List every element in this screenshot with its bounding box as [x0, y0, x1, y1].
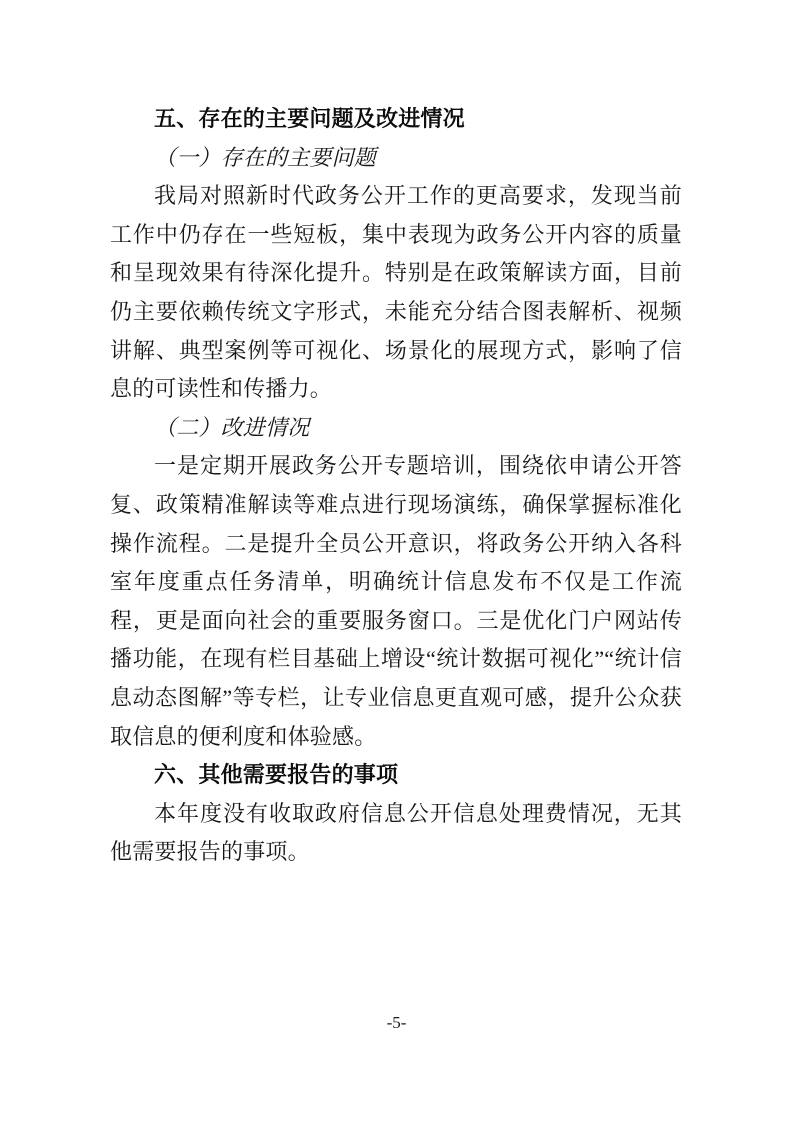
document-body [110, 100, 682, 872]
subsection-heading-5-1: （一）存在的主要问题 [154, 144, 377, 170]
body-paragraph-other-items: 本年度没有收取政府信息公开信息处理费情况，无其他需要报告的事项。 [110, 800, 682, 865]
body-paragraph-improvements: 一是定期开展政务公开专题培训，围绕依申请公开答复、政策精准解读等难点进行现场演练，确保掌握标准化操作流程。二是提升全员公开意识，将政务公开纳入各科室年度重点任务清单，明确统计信息发布不仅是工作流程，更是面向社会的重要服务窗口。三是优化门户网站传播功能，在现有栏目基础上增设“统计数据可视化”“统计信息动态图解”等专栏，让专业信息更直观可感，提升公众获取信息的便利度和体验感。 [110, 453, 682, 749]
page-number: -5- [386, 1013, 407, 1032]
body-paragraph-problems: 我局对照新时代政务公开工作的更高要求，发现当前工作中仍存在一些短板，集中表现为政务公开内容的质量和呈现效果有待深化提升。特别是在政策解读方面，目前仍主要依赖传统文字形式，未能充分结合图表解析、视频讲解、典型案例等可视化、场景化的展现方式，影响了信息的可读性和传播力。 [110, 183, 682, 402]
section-heading-6: 六、其他需要报告的事项 [154, 762, 399, 788]
subsection-heading-5-2: （二）改进情况 [154, 414, 310, 440]
section-heading-5: 五、存在的主要问题及改进情况 [154, 106, 465, 131]
